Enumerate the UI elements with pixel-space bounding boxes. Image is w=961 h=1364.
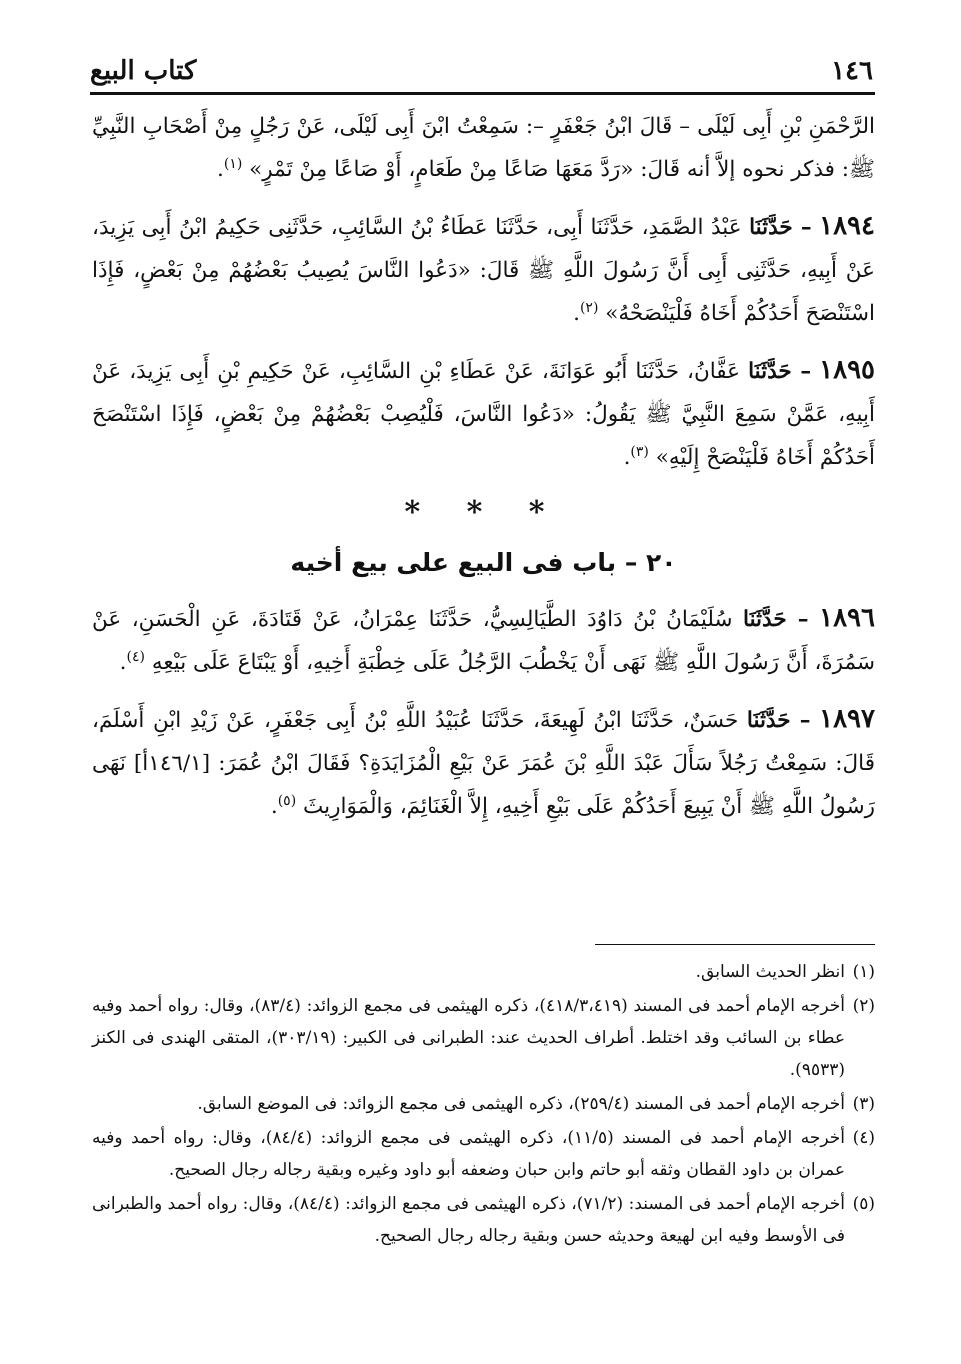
hadith-text: الرَّحْمَنِ بْنِ أَبِى لَيْلَى – قَالَ ابْنُ جَعْفَرٍ –: سَمِعْتُ ابْنَ أَبِى لَيْلَى، عَنْ رَجُلٍ مِنْ أَصْحَابِ النَّبِيِّ ﷺ: فذكر نحوه إلاَّ أنه قَالَ: «رَدَّ مَعَهَا صَاعًا مِنْ طَعَامٍ، أَوْ صَاعًا مِنْ تَمْرٍ» bbox=[92, 114, 875, 182]
footnote-item bbox=[92, 1088, 875, 1120]
footnote-divider bbox=[595, 944, 875, 945]
hadith-number: ١٨٩٧ bbox=[819, 704, 875, 734]
hadith-paragraph: ١٨٩٦ – حَدَّثَنَا سُلَيْمَانُ بْنُ دَاوُدَ الطَّيَالِسِيُّ، حَدَّثَنَا عِمْرَانُ، عَنْ قَتَادَةَ، عَنِ الْحَسَنِ، عَنْ سَمُرَةَ، أَنَّ رَسُولَ اللَّهِ ﷺ نَهَى أَنْ يَخْطُبَ الرَّجُلُ عَلَى خِطْبَةِ أَخِيهِ، أَوْ يَبْتَاعَ عَلَى بَيْعِهِ $^{(٤)}$. bbox=[92, 603, 875, 675]
footnote-number: (٣) bbox=[852, 1094, 875, 1114]
footnote-number: (١) bbox=[852, 962, 875, 982]
hadith-paragraph: الرَّحْمَنِ بْنِ أَبِى لَيْلَى – قَالَ ابْنُ جَعْفَرٍ –: سَمِعْتُ ابْنَ أَبِى لَيْلَى، عَنْ رَجُلٍ مِنْ أَصْحَابِ النَّبِيِّ ﷺ: فذكر نحوه إلاَّ أنه قَالَ: «رَدَّ مَعَهَا صَاعًا مِنْ طَعَامٍ، أَوْ صَاعًا مِنْ تَمْرٍ» $^{(١)}$. bbox=[92, 114, 875, 182]
hadith-lead: – حَدَّثَنَا bbox=[743, 607, 809, 632]
hadith-paragraph: ١٨٩٤ – حَدَّثَنَا عَبْدُ الصَّمَدِ، حَدَّثَنَا أَبِى، حَدَّثَنَا عَطَاءُ بْنُ السَّائِبِ، حَدَّثَنِى حَكِيمُ ابْنُ أَبِى يَزِيدَ، عَنْ أَبِيهِ، حَدَّثَنِى أَبِى أَنَّ رَسُولَ اللَّهِ ﷺ قَالَ: «دَعُوا النَّاسَ يُصِيبُ بَعْضُهُمْ مِنْ بَعْضٍ، فَإِذَا اسْتَنْصَحَ أَحَدُكُمْ أَخَاهُ فَلْيَنْصَحْهُ» $^{(٢)}$. bbox=[92, 211, 875, 326]
footnote-text: أخرجه الإمام أحمد فى المسند (١١/٥)، ذكره الهيثمى فى مجمع الزوائد: (٨٤/٤)، وقال: رواه أحمد وفيه عمران بن داود القطان وثقه أبو حاتم وابن حبان وضعفه أبو داود وغيره وبقية رجاله رجال الصحيح. bbox=[92, 1128, 845, 1180]
hadith-text: حَسَنٌ، حَدَّثَنَا ابْنُ لَهِيعَةَ، حَدَّثَنَا عُبَيْدُ اللَّهِ بْنُ أَبِى جَعْفَرٍ، عَنْ زَيْدِ ابْنِ أَسْلَمَ، قَالَ: سَمِعْتُ رَجُلاً سَأَلَ عَبْدَ اللَّهِ بْنَ عُمَرَ عَنْ بَيْعِ الْمُزَايَدَةِ؟ فَقَالَ ابْنُ عُمَرَ: [١٤٦/١أ] نَهَى رَسُولُ اللَّهِ ﷺ أَنْ يَبِيعَ أَحَدُكُمْ عَلَى بَيْعِ أَخِيهِ، إِلاَّ الْغَنَائِمَ، وَالْمَوَارِيثَ bbox=[92, 708, 875, 819]
footnote-text: أخرجه الإمام أحمد فى المسند (٤١٨/٣،٤١٩)، ذكره الهيثمى فى مجمع الزوائد: (٨٣/٤)، وقال: رواه أحمد وفيه عطاء بن السائب وقد اختلط. أطراف الحديث عند: الطبرانى فى الكبير: (٣٠٣/١٩)، المتقى الهندى فى الكنز (٩٥٣٣). bbox=[92, 996, 845, 1080]
hadith-number: ١٨٩٦ bbox=[819, 603, 875, 633]
footnote-item bbox=[92, 1122, 875, 1186]
footnote-ref: (٤) bbox=[126, 648, 145, 665]
footnote-number: (٥) bbox=[852, 1194, 875, 1214]
hadith-lead: – حَدَّثَنَا bbox=[748, 359, 812, 384]
footnote-item bbox=[92, 1188, 875, 1252]
section-separator: * * * bbox=[404, 495, 563, 530]
hadith-lead: – حَدَّثَنَا bbox=[749, 215, 812, 240]
footnote-item bbox=[92, 990, 875, 1086]
footnote-text: أخرجه الإمام أحمد فى المسند: (٧١/٢)، ذكره الهيثمى فى مجمع الزوائد: (٨٤/٤)، وقال: رواه أحمد والطبرانى فى الأوسط وفيه ابن لهيعة وحديثه حسن وبقية رجاله رجال الصحيح. bbox=[92, 1194, 845, 1246]
footnote-item bbox=[92, 956, 875, 988]
footnote-number: (٤) bbox=[852, 1128, 875, 1148]
hadith-paragraph: ١٨٩٧ – حَدَّثَنَا حَسَنٌ، حَدَّثَنَا ابْنُ لَهِيعَةَ، حَدَّثَنَا عُبَيْدُ اللَّهِ بْنُ أَبِى جَعْفَرٍ، عَنْ زَيْدِ ابْنِ أَسْلَمَ، قَالَ: سَمِعْتُ رَجُلاً سَأَلَ عَبْدَ اللَّهِ بْنَ عُمَرَ عَنْ بَيْعِ الْمُزَايَدَةِ؟ فَقَالَ ابْنُ عُمَرَ: [١٤٦/١أ] نَهَى رَسُولُ اللَّهِ ﷺ أَنْ يَبِيعَ أَحَدُكُمْ عَلَى بَيْعِ أَخِيهِ، إِلاَّ الْغَنَائِمَ، وَالْمَوَارِيثَ $^{(٥)}$. bbox=[92, 704, 875, 819]
footnote-text: أخرجه الإمام أحمد فى المسند (٢٥٩/٤)، ذكره الهيثمى فى مجمع الزوائد: فى الموضع السابق. bbox=[197, 1094, 845, 1114]
footnotes-list bbox=[92, 956, 875, 1254]
footnote-number: (٢) bbox=[852, 996, 875, 1016]
page-header bbox=[90, 52, 875, 95]
footnote-text: انظر الحديث السابق. bbox=[695, 962, 845, 982]
hadith-number: ١٨٩٥ bbox=[819, 355, 875, 385]
hadith-text: عَبْدُ الصَّمَدِ، حَدَّثَنَا أَبِى، حَدَّثَنَا عَطَاءُ بْنُ السَّائِبِ، حَدَّثَنِى حَكِيمُ ابْنُ أَبِى يَزِيدَ، عَنْ أَبِيهِ، حَدَّثَنِى أَبِى أَنَّ رَسُولَ اللَّهِ ﷺ قَالَ: «دَعُوا النَّاسَ يُصِيبُ بَعْضُهُمْ مِنْ بَعْضٍ، فَإِذَا اسْتَنْصَحَ أَحَدُكُمْ أَخَاهُ فَلْيَنْصَحْهُ» bbox=[92, 215, 875, 326]
page-number: ١٤٦ bbox=[831, 56, 873, 86]
footnote-ref: (١) bbox=[223, 155, 243, 172]
chapter-title: ٢٠ – باب فى البيع على بيع أخيه bbox=[290, 548, 677, 577]
footnote-ref: (٥) bbox=[277, 792, 297, 809]
hadith-text: عَفَّانُ، حَدَّثَنَا أَبُو عَوَانَةَ، عَنْ عَطَاءِ بْنِ السَّائِبِ، عَنْ حَكِيمِ بْنِ أَبِى يَزِيدَ، عَنْ أَبِيهِ، عَمَّنْ سَمِعَ النَّبِيَّ ﷺ يَقُولُ: «دَعُوا النَّاسَ، فَلْيُصِبْ بَعْضُهُمْ مِنْ بَعْضٍ، فَإِذَا اسْتَنْصَحَ أَحَدُكُمْ أَخَاهُ فَلْيَنْصَحْ إِلَيْهِ» bbox=[92, 359, 875, 470]
running-title: كتاب البيع bbox=[90, 56, 197, 86]
main-text bbox=[92, 104, 875, 842]
hadith-number: ١٨٩٤ bbox=[819, 211, 875, 241]
footnote-ref: (٣) bbox=[630, 443, 649, 460]
hadith-text: سُلَيْمَانُ بْنُ دَاوُدَ الطَّيَالِسِيُّ، حَدَّثَنَا عِمْرَانُ، عَنْ قَتَادَةَ، عَنِ الْحَسَنِ، عَنْ سَمُرَةَ، أَنَّ رَسُولَ اللَّهِ ﷺ نَهَى أَنْ يَخْطُبَ الرَّجُلُ عَلَى خِطْبَةِ أَخِيهِ، أَوْ يَبْتَاعَ عَلَى بَيْعِهِ bbox=[92, 607, 875, 675]
footnote-ref: (٢) bbox=[579, 299, 599, 316]
hadith-lead: – حَدَّثَنَا bbox=[746, 708, 811, 733]
hadith-paragraph: ١٨٩٥ – حَدَّثَنَا عَفَّانُ، حَدَّثَنَا أَبُو عَوَانَةَ، عَنْ عَطَاءِ بْنِ السَّائِبِ، عَنْ حَكِيمِ بْنِ أَبِى يَزِيدَ، عَنْ أَبِيهِ، عَمَّنْ سَمِعَ النَّبِيَّ ﷺ يَقُولُ: «دَعُوا النَّاسَ، فَلْيُصِبْ بَعْضُهُمْ مِنْ بَعْضٍ، فَإِذَا اسْتَنْصَحَ أَحَدُكُمْ أَخَاهُ فَلْيَنْصَحْ إِلَيْهِ» $^{(٣)}$. bbox=[92, 355, 875, 470]
